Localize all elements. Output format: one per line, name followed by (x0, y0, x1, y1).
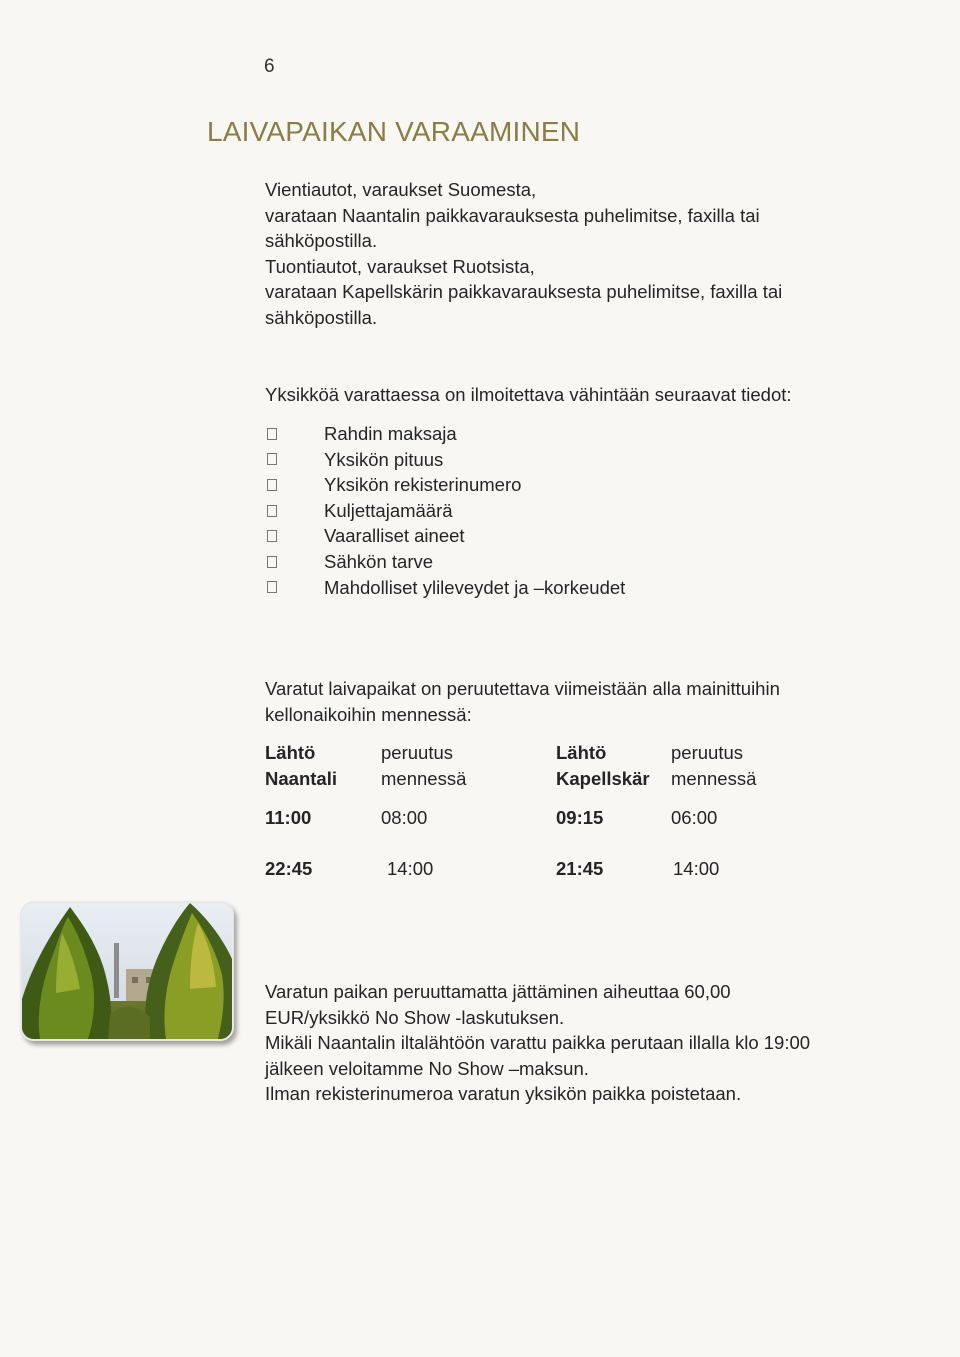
checkbox-bullet-icon (267, 530, 277, 542)
header-cancellation-1-by: mennessä (381, 767, 467, 789)
header-kapellskar: Kapellskär (556, 767, 650, 789)
requirements-list (265, 421, 625, 600)
table-cell-naantali-cancel: 14:00 (387, 858, 434, 879)
list-item-label: Yksikön pituus (324, 448, 444, 470)
list-item (265, 421, 625, 447)
noshow-line: jälkeen veloitamme No Show –maksun. (265, 1057, 589, 1079)
list-item-label: Vaaralliset aineet (324, 525, 465, 547)
page-title: LAIVAPAIKAN VARAAMINEN (207, 116, 581, 147)
table-cell-naantali-cancel: 08:00 (381, 807, 428, 828)
intro-line: varataan Kapellskärin paikkavarauksesta puhelimitse, faxilla tai (265, 281, 783, 303)
checkbox-bullet-icon (267, 428, 277, 440)
list-item-label: Mahdolliset ylileveydet ja –korkeudet (324, 576, 626, 598)
header-cancellation-2: peruutus (671, 742, 743, 763)
requirements-intro: Yksikköä varattaessa on ilmoitettava vähintään seuraavat tiedot: (265, 384, 792, 405)
page-number: 6 (264, 56, 275, 77)
header-cancellation-1: peruutus (381, 742, 453, 763)
header-departure-naantali: Lähtö (265, 742, 316, 763)
trees-photo (20, 901, 234, 1041)
list-item (265, 575, 625, 601)
noshow-paragraph (265, 979, 810, 1107)
table-cell-kapellskar-cancel: 14:00 (673, 858, 720, 879)
table-cell-kapellskar-departure: 09:15 (556, 807, 604, 828)
list-item (265, 549, 625, 575)
noshow-line: EUR/yksikkö No Show -laskutuksen. (265, 1006, 565, 1028)
list-item-label: Yksikön rekisterinumero (324, 474, 522, 496)
table-cell-naantali-departure: 22:45 (265, 858, 313, 879)
table-cell-naantali-departure: 11:00 (265, 807, 312, 828)
header-naantali: Naantali (265, 767, 337, 789)
noshow-line: Varatun paikan peruuttamatta jättäminen aiheuttaa 60,00 (265, 981, 731, 1002)
checkbox-bullet-icon (267, 453, 277, 465)
list-item (265, 472, 625, 498)
header-cancellation-2-by: mennessä (671, 767, 757, 789)
noshow-line: Ilman rekisterinumeroa varatun yksikön paikka poistetaan. (265, 1083, 742, 1105)
list-item-label: Kuljettajamäärä (324, 499, 453, 521)
cancellation-intro-line: Varatut laivapaikat on peruutettava viimeistään alla mainittuihin (265, 678, 780, 699)
checkbox-bullet-icon (267, 556, 277, 568)
checkbox-bullet-icon (267, 581, 277, 593)
intro-line: Tuontiautot, varaukset Ruotsista, (265, 255, 535, 277)
cancellation-intro-line: kellonaikoihin mennessä: (265, 703, 472, 725)
list-item (265, 498, 625, 524)
checkbox-bullet-icon (267, 479, 277, 491)
table-cell-kapellskar-cancel: 06:00 (671, 807, 718, 828)
list-item (265, 523, 625, 549)
list-item-label: Sähkön tarve (324, 550, 434, 572)
intro-line: sähköpostilla. (265, 230, 378, 252)
intro-line: Vientiautot, varaukset Suomesta, (265, 179, 537, 200)
intro-line: sähköpostilla. (265, 306, 378, 328)
noshow-line: Mikäli Naantalin iltalähtöön varattu paikka perutaan illalla klo 19:00 (265, 1032, 811, 1054)
intro-line: varataan Naantalin paikkavarauksesta puhelimitse, faxilla tai (265, 204, 760, 226)
trees-photo-image (22, 903, 232, 1039)
list-item-label: Rahdin maksaja (324, 423, 457, 444)
header-departure-kapellskar: Lähtö (556, 742, 607, 763)
intro-paragraph (265, 177, 782, 331)
table-cell-kapellskar-departure: 21:45 (556, 858, 604, 879)
list-item (265, 447, 625, 473)
checkbox-bullet-icon (267, 505, 277, 517)
cancellation-intro (265, 676, 780, 727)
